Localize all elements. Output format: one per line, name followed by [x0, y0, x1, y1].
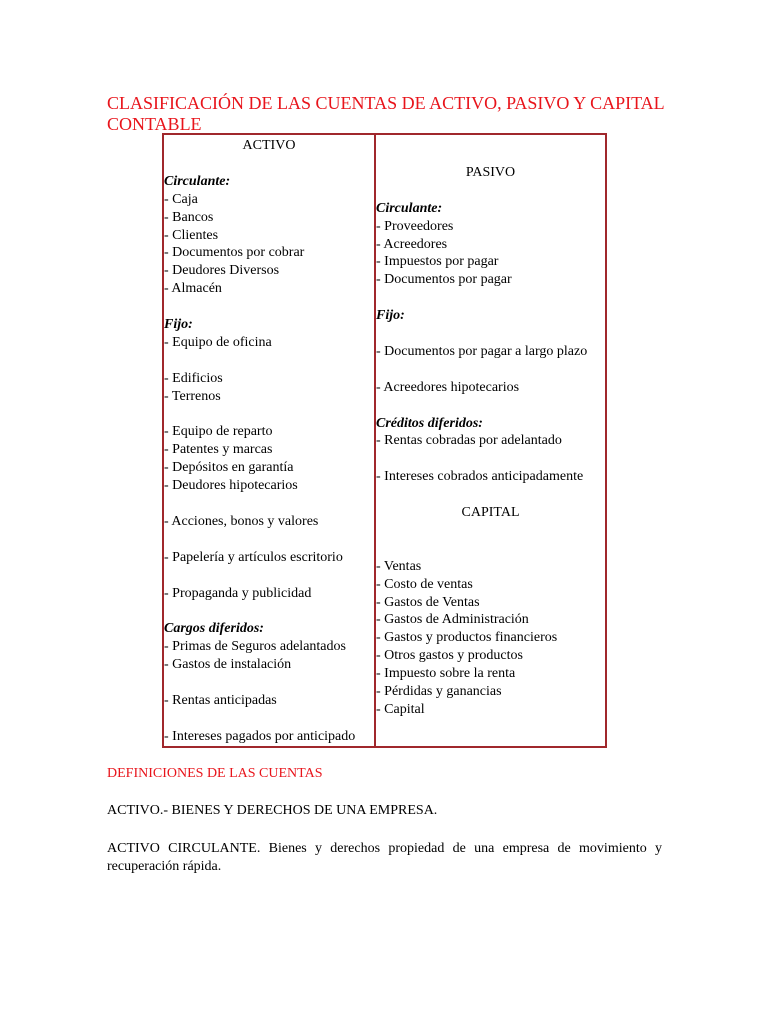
list-item: - Equipo de reparto: [164, 424, 273, 440]
definition-paragraph: ACTIVO CIRCULANTE. Bienes y derechos propiedad de una empresa de movimiento y recuperación rápida.: [107, 841, 662, 874]
list-item: - Acreedores: [376, 236, 448, 252]
pasivo-heading: PASIVO: [465, 164, 516, 180]
definition-paragraph: ACTIVO.- BIENES Y DERECHOS DE UNA EMPRESA.: [107, 803, 438, 818]
list-item: - Capital: [376, 701, 425, 717]
list-item: - Rentas cobradas por adelantado: [376, 433, 562, 449]
activo-fijo-label: Fijo:: [164, 317, 193, 333]
list-item: - Papelería y artículos escritorio: [164, 549, 343, 565]
activo-heading: ACTIVO: [242, 138, 296, 153]
list-item: - Edificios: [164, 370, 223, 386]
list-item: - Rentas anticipadas: [164, 692, 277, 708]
list-item: - Ventas: [376, 558, 422, 574]
list-item: - Almacén: [164, 281, 222, 297]
document-title: CLASIFICACIÓN DE LAS CUENTAS DE ACTIVO, PASIVO Y CAPITAL CONTABLE: [107, 93, 664, 134]
pasivo-circulante-label: Circulante:: [376, 200, 443, 216]
list-item: - Intereses cobrados anticipadamente: [376, 469, 584, 485]
list-item: - Depósitos en garantía: [164, 460, 294, 476]
list-item: - Proveedores: [376, 218, 454, 234]
list-item: - Impuesto sobre la renta: [376, 666, 516, 682]
pasivo-fijo-label: Fijo:: [376, 308, 405, 324]
activo-column: [164, 135, 374, 746]
list-item: - Gastos de Ventas: [376, 594, 480, 610]
accounts-table: [162, 133, 607, 748]
capital-heading: CAPITAL: [461, 505, 520, 520]
list-item: - Bancos: [164, 209, 214, 225]
list-item: - Pérdidas y ganancias: [376, 684, 502, 700]
list-item: - Gastos de instalación: [164, 657, 292, 673]
list-item: - Propaganda y publicidad: [164, 585, 312, 601]
pasivo-capital-column: [376, 135, 605, 719]
section-heading: DEFINICIONES DE LAS CUENTAS: [107, 766, 323, 781]
list-item: - Primas de Seguros adelantados: [164, 639, 346, 655]
list-item: - Deudores Diversos: [164, 263, 280, 279]
list-item: - Caja: [164, 191, 198, 207]
list-item: - Documentos por cobrar: [164, 245, 305, 261]
list-item: - Deudores hipotecarios: [164, 478, 298, 494]
activo-cargos-label: Cargos diferidos:: [164, 621, 264, 637]
list-item: - Terrenos: [164, 388, 221, 404]
list-item: - Gastos y productos financieros: [376, 630, 558, 646]
list-item: - Acciones, bonos y valores: [164, 513, 319, 529]
list-item: - Documentos por pagar a largo plazo: [376, 343, 588, 359]
list-item: - Impuestos por pagar: [376, 254, 499, 270]
list-item: - Gastos de Administración: [376, 612, 529, 628]
pasivo-creditos-label: Créditos diferidos:: [376, 415, 483, 431]
list-item: - Acreedores hipotecarios: [376, 379, 520, 395]
activo-circulante-label: Circulante:: [164, 173, 231, 189]
list-item: - Patentes y marcas: [164, 442, 273, 458]
list-item: - Clientes: [164, 227, 219, 243]
list-item: - Documentos por pagar: [376, 272, 512, 288]
list-item: - Costo de ventas: [376, 576, 473, 592]
list-item: - Otros gastos y productos: [376, 648, 523, 664]
list-item: - Equipo de oficina: [164, 334, 272, 350]
list-item: - Intereses pagados por anticipado: [164, 728, 356, 744]
